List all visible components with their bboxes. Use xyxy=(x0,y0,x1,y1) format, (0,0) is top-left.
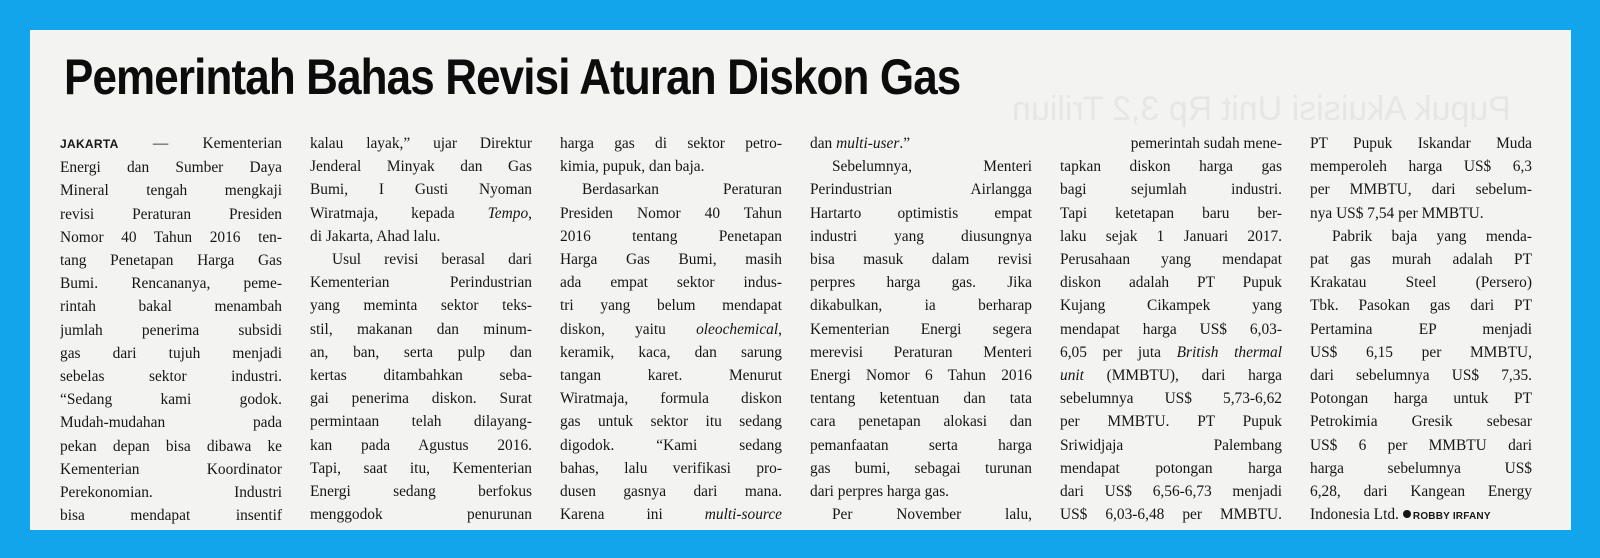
text-line: 2016 tentang Penetapan xyxy=(560,227,782,245)
text-line: Petrokimia Gresik sebesar xyxy=(1310,413,1532,431)
text-line: US$ 6 per MMBTU dari xyxy=(1310,436,1532,454)
text-line: tri yang belum mendapat xyxy=(560,297,782,315)
text-line: pat gas murah adalah PT xyxy=(1310,251,1532,269)
text-line: Berdasarkan Peraturan xyxy=(582,181,782,199)
text-line: cara penetapan alokasi dan xyxy=(810,413,1032,431)
text-line: Energi dan Sumber Daya xyxy=(60,159,282,177)
text-line: mendapat potongan harga xyxy=(1060,459,1282,477)
text-line: perpres harga gas. Jika xyxy=(810,274,1032,292)
text-line: jumlah penerima subsidi xyxy=(60,321,282,339)
article-column-5 xyxy=(1060,132,1282,526)
text-line: kalau layak,” ujar Direktur xyxy=(310,135,532,152)
text-line: Kementerian Perindustrian xyxy=(310,274,532,292)
text-line: permintaan telah dilayang- xyxy=(310,413,532,431)
text-line: sebelumnya US$ 5,73-6,62 xyxy=(1060,390,1282,408)
text-line: Tbk. Pasokan gas dari PT xyxy=(1310,297,1532,315)
text-line: tang Penetapan Harga Gas xyxy=(60,252,282,270)
article-column-6 xyxy=(1310,132,1532,528)
text-line: Energi Nomor 6 Tahun 2016 xyxy=(810,367,1032,385)
text-line: Perekonomian. Industri xyxy=(60,484,282,502)
text-line: yang meminta sektor teks- xyxy=(310,297,532,315)
text-fragment: — Kementerian xyxy=(152,135,282,152)
text-line: tentang ketentuan dan tata xyxy=(810,390,1032,408)
text-line: menggodok penurunan xyxy=(310,506,532,524)
article-column-3 xyxy=(560,132,782,526)
text-line: memperoleh harga US$ 6,3 xyxy=(1310,158,1532,176)
text-line: dusen gasnya dari mana. xyxy=(560,483,782,501)
text-line: pemerintah sudah mene- xyxy=(1130,135,1282,152)
text-line: diskon, yaitu oleochemical, xyxy=(560,320,782,338)
text-line: Pabrik baja yang menda- xyxy=(1332,227,1532,245)
text-fragment: Indonesia Ltd. xyxy=(1310,506,1399,524)
text-line: Perindustrian Airlangga xyxy=(810,181,1032,199)
text-line: 6,05 per juta British thermal xyxy=(1060,343,1282,361)
text-line: dari perpres harga gas. xyxy=(810,483,950,501)
text-line: Perusahaan yang mendapat xyxy=(1060,251,1282,269)
text-line: tangan karet. Menurut xyxy=(560,367,782,385)
text-line: stil, makanan dan minum- xyxy=(310,320,532,338)
text-line: kertas ditambahkan seba- xyxy=(310,367,532,385)
text-line: di Jakarta, Ahad lalu. xyxy=(310,227,441,245)
text-line: Sriwidjaja Palembang xyxy=(1060,436,1282,454)
text-line: sebelas sektor industri. xyxy=(60,368,282,386)
text-line: dari US$ 6,56-6,73 menjadi xyxy=(1060,483,1282,501)
text-line: Jenderal Minyak dan Gas xyxy=(310,158,532,176)
text-line: keramik, kaca, dan sarung xyxy=(560,343,782,361)
text-line: Kujang Cikampek yang xyxy=(1060,297,1282,315)
text-line: rintah bakal menambah xyxy=(60,298,282,316)
bleed-through-text: Pupuk Akuisisi Unit Rp 3,2 Triliun xyxy=(1012,90,1511,128)
text-line: Tapi ketetapan baru ber- xyxy=(1060,204,1282,222)
headline: Pemerintah Bahas Revisi Aturan Diskon Gas xyxy=(64,49,961,105)
text-line: revisi Peraturan Presiden xyxy=(60,205,282,223)
text-line: Per November lalu, xyxy=(832,506,1032,524)
text-line: US$ 6,15 per MMBTU, xyxy=(1310,343,1532,361)
text-line: mendapat harga US$ 6,03- xyxy=(1060,320,1282,338)
text-line: industri yang diusungnya xyxy=(810,227,1032,245)
article-column-4 xyxy=(810,132,1032,526)
text-line: dikabulkan, ia berharap xyxy=(810,297,1032,315)
text-line: per MMBTU. PT Pupuk xyxy=(1060,413,1282,431)
text-line: Kementerian Koordinator xyxy=(60,460,282,478)
text-line: bisa masuk dalam revisi xyxy=(810,251,1032,269)
text-line: Harga Gas Bumi, masih xyxy=(560,251,782,269)
text-line: gas dari tujuh menjadi xyxy=(60,344,282,362)
text-line: gas untuk sektor itu sedang xyxy=(560,413,782,431)
text-line: Hartarto optimistis empat xyxy=(810,204,1032,222)
text-line: Presiden Nomor 40 Tahun xyxy=(560,204,782,222)
text-line xyxy=(1310,503,1532,528)
text-line: tapkan diskon harga gas xyxy=(1060,158,1282,176)
text-line: Wiratmaja, kepada Tempo, xyxy=(310,204,532,222)
byline: ROBBY IRFANY xyxy=(1412,511,1491,523)
text-line: dari sebelumnya US$ 7,35. xyxy=(1310,367,1532,385)
article-column-1 xyxy=(60,132,282,527)
text-line: 6,28, dari Kangean Energy xyxy=(1310,483,1532,501)
text-line: Tapi, saat itu, Kementerian xyxy=(310,459,532,477)
text-line: dan multi-user.” xyxy=(810,135,911,152)
text-line: harga gas di sektor petro- xyxy=(560,135,782,152)
text-line: ada empat sektor indus- xyxy=(560,274,782,292)
text-line: “Sedang kami godok. xyxy=(60,391,282,409)
text-line: Energi sedang berfokus xyxy=(310,483,532,501)
text-line: bisa mendapat insentif xyxy=(60,507,282,525)
text-line: pemanfaatan serta harga xyxy=(810,436,1032,454)
text-line: Mineral tengah mengkaji xyxy=(60,182,282,200)
text-line: Nomor 40 Tahun 2016 ten- xyxy=(60,228,282,246)
text-line: bahas, lalu verifikasi pro- xyxy=(560,459,782,477)
text-line: Karena ini multi-source xyxy=(560,506,782,524)
dateline: JAKARTA xyxy=(60,137,119,151)
text-line: Bumi. Rencananya, peme- xyxy=(60,275,282,293)
text-line: Pertamina EP menjadi xyxy=(1310,320,1532,338)
text-line: Sebelumnya, Menteri xyxy=(832,158,1032,176)
article-body xyxy=(60,132,1550,528)
text-line: laku sejak 1 Januari 2017. xyxy=(1060,227,1282,245)
text-line: harga sebelumnya US$ xyxy=(1310,459,1532,477)
text-line: Mudah-mudahan pada xyxy=(60,414,282,432)
text-line: PT Pupuk Iskandar Muda xyxy=(1310,135,1532,152)
text-line: Kementerian Energi segera xyxy=(810,320,1032,338)
end-bullet-icon xyxy=(1403,510,1411,518)
text-line: Krakatau Steel (Persero) xyxy=(1310,274,1532,292)
text-line: pekan depan bisa dibawa ke xyxy=(60,437,282,455)
text-line: unit (MMBTU), dari harga xyxy=(1060,367,1282,385)
text-line: kan pada Agustus 2016. xyxy=(310,436,532,454)
newspaper-clipping xyxy=(30,30,1571,530)
article-column-2 xyxy=(310,132,532,526)
text-line: Potongan harga untuk PT xyxy=(1310,390,1532,408)
text-line xyxy=(60,132,282,156)
text-line: diskon adalah PT Pupuk xyxy=(1060,274,1282,292)
text-line: US$ 6,03-6,48 per MMBTU. xyxy=(1060,506,1282,524)
text-line: kimia, pupuk, dan baja. xyxy=(560,158,705,176)
text-line: nya US$ 7,54 per MMBTU. xyxy=(1310,204,1484,222)
text-line: per MMBTU, dari sebelum- xyxy=(1310,181,1532,199)
text-line: gai penerima diskon. Surat xyxy=(310,390,532,408)
text-line: Usul revisi berasal dari xyxy=(332,251,532,269)
text-line: Bumi, I Gusti Nyoman xyxy=(310,181,532,199)
text-line: digodok. “Kami sedang xyxy=(560,436,782,454)
text-line: Wiratmaja, formula diskon xyxy=(560,390,782,408)
text-line: an, ban, serta pulp dan xyxy=(310,343,532,361)
text-line: merevisi Peraturan Menteri xyxy=(810,343,1032,361)
text-line: gas bumi, sebagai turunan xyxy=(810,459,1032,477)
text-line: bagi sejumlah industri. xyxy=(1060,181,1282,199)
